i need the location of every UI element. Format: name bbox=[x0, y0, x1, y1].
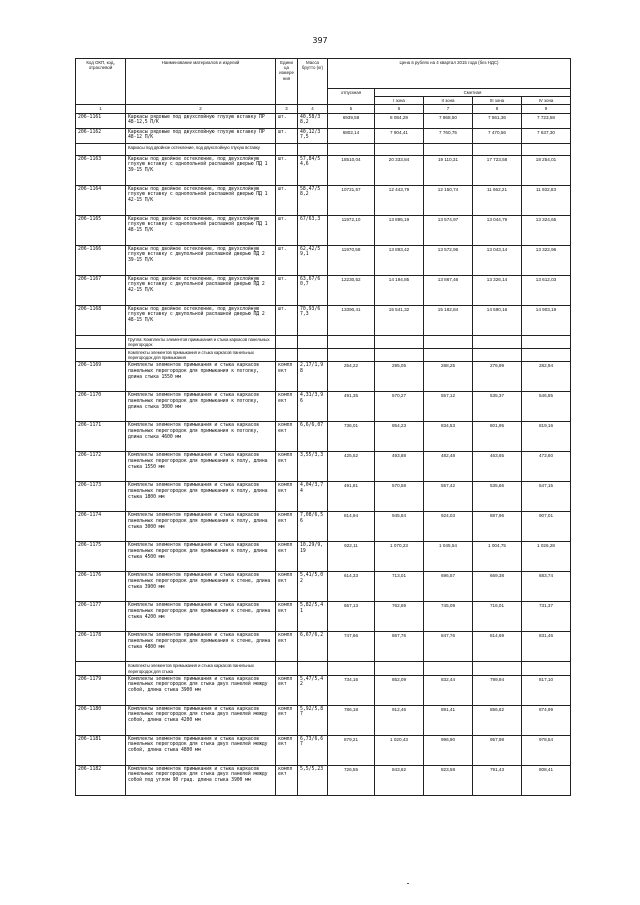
cell-z4: 18 254,01 bbox=[522, 155, 571, 185]
cell-name: Комплекты элементов примыкания и стыка каркасов панельных перегородок для примыкания к полу, длина стыка 4500 мм bbox=[126, 542, 276, 572]
cell-z1: 570,27 bbox=[375, 392, 424, 422]
col-number: 6 bbox=[375, 105, 424, 113]
cell-z1: 570,58 bbox=[375, 482, 424, 512]
cell-z2: 15 182,84 bbox=[424, 305, 473, 335]
cell-z4 bbox=[522, 348, 571, 361]
cell-name: Группа: Комплекты элементов примыкания и стыка каркасов панельных перегородок bbox=[126, 335, 276, 348]
table-row bbox=[76, 482, 571, 512]
cell-z1: 20 333,84 bbox=[375, 155, 424, 185]
cell-unit: шт. bbox=[276, 113, 298, 128]
cell-unit bbox=[276, 335, 298, 348]
cell-code: 206-1173 bbox=[76, 482, 126, 512]
cell-z4: 819,16 bbox=[522, 422, 571, 452]
cell-z1: 7 904,41 bbox=[375, 128, 424, 143]
cell-mass: 57,84/5 4,6 bbox=[298, 155, 328, 185]
header-release: отпускная bbox=[328, 89, 375, 105]
cell-z4 bbox=[522, 662, 571, 675]
cell-z4: 547,15 bbox=[522, 482, 571, 512]
table-row bbox=[76, 452, 571, 482]
table-row bbox=[76, 305, 571, 335]
cell-z2 bbox=[424, 335, 473, 348]
cell-unit bbox=[276, 143, 298, 155]
cell-z4: 874,99 bbox=[522, 705, 571, 735]
cell-name: Комплекты элементов примыкания и стыка каркасов панельных перегородок для примыкания bbox=[126, 348, 276, 361]
cell-z1: 852,09 bbox=[375, 675, 424, 705]
cell-release: 786,18 bbox=[328, 705, 375, 735]
table-row bbox=[76, 572, 571, 602]
table-row bbox=[76, 245, 571, 275]
cell-release: 10721,57 bbox=[328, 185, 375, 215]
cell-mass: 5,82/5,4 1 bbox=[298, 602, 328, 632]
cell-name: Каркасы рядовые под двухслойную глухую вставку ПР 48-12,5 П/К bbox=[126, 113, 276, 128]
cell-code: 206-1172 bbox=[76, 452, 126, 482]
cell-z3: 13 326,14 bbox=[473, 275, 522, 305]
cell-z4: 7 637,30 bbox=[522, 128, 571, 143]
table-row bbox=[76, 392, 571, 422]
price-table bbox=[75, 58, 571, 796]
cell-z4: 907,01 bbox=[522, 512, 571, 542]
cell-release: 614,33 bbox=[328, 572, 375, 602]
cell-z3: 17 723,58 bbox=[473, 155, 522, 185]
cell-release: 11972,10 bbox=[328, 215, 375, 245]
cell-z2: 924,03 bbox=[424, 512, 473, 542]
cell-release: 734,16 bbox=[328, 675, 375, 705]
cell-z2: 696,57 bbox=[424, 572, 473, 602]
cell-mass: 6,67/6,2 bbox=[298, 632, 328, 662]
table-row bbox=[76, 512, 571, 542]
cell-z2: 745,09 bbox=[424, 602, 473, 632]
group-row bbox=[76, 143, 571, 155]
cell-mass bbox=[298, 348, 328, 361]
cell-z2: 832,44 bbox=[424, 675, 473, 705]
cell-z4: 14 903,19 bbox=[522, 305, 571, 335]
cell-z3: 887,96 bbox=[473, 512, 522, 542]
cell-unit: шт. bbox=[276, 245, 298, 275]
cell-z2: 13 572,96 bbox=[424, 245, 473, 275]
scan-mark bbox=[407, 883, 409, 884]
cell-code bbox=[76, 143, 126, 155]
cell-code: 206-1178 bbox=[76, 632, 126, 662]
cell-unit: шт. bbox=[276, 215, 298, 245]
cell-name: Комплекты элементов примыкания и стыка каркасов панельных перегородок для примыкания к потолку, длина стыка 4600 мм bbox=[126, 422, 276, 452]
cell-code: 206-1174 bbox=[76, 512, 126, 542]
cell-mass bbox=[298, 662, 328, 675]
cell-z1: 762,69 bbox=[375, 602, 424, 632]
cell-unit: шт. bbox=[276, 155, 298, 185]
cell-z4: 1 026,28 bbox=[522, 542, 571, 572]
col-number: 2 bbox=[126, 105, 276, 113]
cell-unit: компл ект bbox=[276, 482, 298, 512]
cell-code: 206-1161 bbox=[76, 113, 126, 128]
table-row bbox=[76, 735, 571, 765]
header-zone-4: IV зона bbox=[522, 97, 571, 105]
cell-z2: 996,90 bbox=[424, 735, 473, 765]
cell-z1 bbox=[375, 143, 424, 155]
cell-name: Каркасы под двойное остекление, под двухслойную глухую вставку с двупольной распашной дверью ПД 2 48-15 П/К bbox=[126, 305, 276, 335]
cell-z1: 912,46 bbox=[375, 705, 424, 735]
table-row bbox=[76, 128, 571, 143]
cell-z2 bbox=[424, 662, 473, 675]
cell-release bbox=[328, 348, 375, 361]
col-number: 1 bbox=[76, 105, 126, 113]
cell-release: 726,55 bbox=[328, 765, 375, 795]
cell-z4: 282,94 bbox=[522, 362, 571, 392]
cell-release: 18510,04 bbox=[328, 155, 375, 185]
cell-z1 bbox=[375, 348, 424, 361]
cell-unit: шт. bbox=[276, 275, 298, 305]
cell-code: 206-1168 bbox=[76, 305, 126, 335]
cell-release: 254,22 bbox=[328, 362, 375, 392]
cell-name: Комплекты элементов примыкания и стыка каркасов панельных перегородок для стыка двух панелей между собой под углом 90 град. длина стыка 3900 мм bbox=[126, 765, 276, 795]
cell-release: 12230,52 bbox=[328, 275, 375, 305]
cell-mass: 40,58/3 8,2 bbox=[298, 113, 328, 128]
cell-z1: 13 895,19 bbox=[375, 215, 424, 245]
cell-mass: 70,93/6 7,3 bbox=[298, 305, 328, 335]
cell-code: 206-1169 bbox=[76, 362, 126, 392]
table-row bbox=[76, 765, 571, 795]
cell-code: 206-1171 bbox=[76, 422, 126, 452]
cell-release: 922,11 bbox=[328, 542, 375, 572]
cell-z3 bbox=[473, 662, 522, 675]
page-number: 397 bbox=[312, 36, 328, 45]
cell-name: Комплекты элементов примыкания и стыка каркасов панельных перегородок для примыкания к потолку, длина стыка 1550 мм bbox=[126, 362, 276, 392]
cell-z2 bbox=[424, 348, 473, 361]
cell-z1: 12 443,79 bbox=[375, 185, 424, 215]
cell-z2: 1 045,54 bbox=[424, 542, 473, 572]
cell-z1: 713,01 bbox=[375, 572, 424, 602]
cell-unit: шт. bbox=[276, 185, 298, 215]
group-row bbox=[76, 335, 571, 348]
cell-mass: 67/63,3 bbox=[298, 215, 328, 245]
cell-mass bbox=[298, 143, 328, 155]
cell-unit: компл ект bbox=[276, 362, 298, 392]
cell-z2: 847,76 bbox=[424, 632, 473, 662]
cell-mass bbox=[298, 335, 328, 348]
table-row bbox=[76, 705, 571, 735]
cell-z1: 15 541,32 bbox=[375, 305, 424, 335]
cell-z3: 716,01 bbox=[473, 602, 522, 632]
cell-z2: 7 868,50 bbox=[424, 113, 473, 128]
cell-z1: 295,05 bbox=[375, 362, 424, 392]
cell-mass: 63,67/6 0,7 bbox=[298, 275, 328, 305]
col-number: 4 bbox=[298, 105, 328, 113]
table-row bbox=[76, 113, 571, 128]
cell-unit: компл ект bbox=[276, 765, 298, 795]
cell-unit: компл ект bbox=[276, 542, 298, 572]
cell-release: 6939,58 bbox=[328, 113, 375, 128]
col-number: 9 bbox=[522, 105, 571, 113]
table-row bbox=[76, 275, 571, 305]
cell-name: Комплекты элементов примыкания и стыка каркасов панельных перегородок для примыкания к полу, длина стыка 3000 мм bbox=[126, 512, 276, 542]
cell-z4: 13 322,96 bbox=[522, 245, 571, 275]
cell-z2: 823,58 bbox=[424, 765, 473, 795]
group-row bbox=[76, 348, 571, 361]
cell-z1: 8 084,29 bbox=[375, 113, 424, 128]
header-mass: Масса брутто (кг) bbox=[298, 59, 328, 105]
cell-z3: 463,65 bbox=[473, 452, 522, 482]
cell-code: 206-1175 bbox=[76, 542, 126, 572]
cell-name: Комплекты элементов примыкания и стыка каркасов панельных перегородок для примыкания к стене, длина стыка 4200 мм bbox=[126, 602, 276, 632]
cell-z3: 957,98 bbox=[473, 735, 522, 765]
table-row bbox=[76, 632, 571, 662]
cell-z2: 557,12 bbox=[424, 392, 473, 422]
cell-z4: 817,10 bbox=[522, 675, 571, 705]
cell-z2: 13 867,46 bbox=[424, 275, 473, 305]
cell-code: 206-1176 bbox=[76, 572, 126, 602]
cell-name: Каркасы под двойное остекление, под двухслойную глухую вставку с однопольной распашной дверью ПД 1 48-15 П/К bbox=[126, 215, 276, 245]
cell-z1: 945,84 bbox=[375, 512, 424, 542]
cell-name: Каркасы под двойное остекление, под двухслойную глухую вставку с однопольной распашной дверью ПД 1 39-15 П/К bbox=[126, 155, 276, 185]
cell-unit: компл ект bbox=[276, 735, 298, 765]
cell-release: 747,66 bbox=[328, 632, 375, 662]
cell-unit: компл ект bbox=[276, 452, 298, 482]
cell-z4: 978,54 bbox=[522, 735, 571, 765]
cell-z3: 13 044,79 bbox=[473, 215, 522, 245]
cell-mass: 2,17/1,9 8 bbox=[298, 362, 328, 392]
cell-z3: 276,99 bbox=[473, 362, 522, 392]
cell-z4: 7 723,58 bbox=[522, 113, 571, 128]
header-estimate: Сметная bbox=[375, 89, 571, 97]
cell-z3: 14 590,16 bbox=[473, 305, 522, 335]
cell-z1: 1 020,43 bbox=[375, 735, 424, 765]
cell-release: 814,94 bbox=[328, 512, 375, 542]
cell-release bbox=[328, 143, 375, 155]
cell-unit: компл ект bbox=[276, 422, 298, 452]
cell-mass: 10,29/9, 19 bbox=[298, 542, 328, 572]
cell-z1: 493,88 bbox=[375, 452, 424, 482]
cell-z1: 1 070,23 bbox=[375, 542, 424, 572]
cell-unit: компл ект bbox=[276, 602, 298, 632]
cell-z3 bbox=[473, 335, 522, 348]
cell-z2: 12 150,74 bbox=[424, 185, 473, 215]
cell-name: Каркасы под двойное остекление, под двухслойную глухую вставку с двупольной распашной дверью ПД 2 42-15 П/К bbox=[126, 275, 276, 305]
cell-z2: 19 110,31 bbox=[424, 155, 473, 185]
cell-z3: 13 043,14 bbox=[473, 245, 522, 275]
cell-z3: 814,69 bbox=[473, 632, 522, 662]
cell-z1 bbox=[375, 662, 424, 675]
cell-z3: 1 004,75 bbox=[473, 542, 522, 572]
cell-release: 425,52 bbox=[328, 452, 375, 482]
cell-z3: 535,66 bbox=[473, 482, 522, 512]
cell-name: Каркасы под двойное остекление, под двухслойную глухую вставку с однопольной распашной дверью ПД 1 42-15 П/К bbox=[126, 185, 276, 215]
cell-mass: 5,92/5,8 7 bbox=[298, 705, 328, 735]
cell-z1 bbox=[375, 335, 424, 348]
cell-z4: 11 932,83 bbox=[522, 185, 571, 215]
cell-mass: 58,47/5 8,2 bbox=[298, 185, 328, 215]
cell-mass: 40,12/3 7,5 bbox=[298, 128, 328, 143]
cell-z3: 791,43 bbox=[473, 765, 522, 795]
col-number: 7 bbox=[424, 105, 473, 113]
cell-unit: шт. bbox=[276, 305, 298, 335]
cell-name: Комплекты элементов примыкания и стыка каркасов панельных перегородок для примыкания к потолку, длина стыка 3000 мм bbox=[126, 392, 276, 422]
cell-z1: 843,62 bbox=[375, 765, 424, 795]
cell-z2: 891,41 bbox=[424, 705, 473, 735]
table-row bbox=[76, 185, 571, 215]
cell-code: 206-1181 bbox=[76, 735, 126, 765]
cell-z4 bbox=[522, 143, 571, 155]
cell-z4: 731,37 bbox=[522, 602, 571, 632]
cell-name: Каркасы под двойное остекление, под двухслойную глухую вставку с двупольной распашной дверью ПД 2 39-15 П/К bbox=[126, 245, 276, 275]
cell-code: 206-1167 bbox=[76, 275, 126, 305]
table-row bbox=[76, 542, 571, 572]
cell-release bbox=[328, 662, 375, 675]
cell-code: 206-1163 bbox=[76, 155, 126, 185]
cell-z3: 7 470,56 bbox=[473, 128, 522, 143]
cell-z2: 288,25 bbox=[424, 362, 473, 392]
cell-code: 206-1182 bbox=[76, 765, 126, 795]
cell-unit bbox=[276, 662, 298, 675]
cell-mass: 6,73/6,6 7 bbox=[298, 735, 328, 765]
cell-name: Комплекты элементов примыкания и стыка каркасов панельных перегородок для стыка двух панелей между собой, длина стыка 4800 мм bbox=[126, 735, 276, 765]
cell-name: Комплекты элементов примыкания и стыка каркасов панельных перегородок для примыкания к полу, длина стыка 1800 мм bbox=[126, 482, 276, 512]
cell-unit: компл ект bbox=[276, 512, 298, 542]
cell-name: Каркасы рядовые под двухслойную глухую вставку ПР 48-12 П/К bbox=[126, 128, 276, 143]
cell-code: 206-1164 bbox=[76, 185, 126, 215]
table-row bbox=[76, 155, 571, 185]
cell-z4: 473,60 bbox=[522, 452, 571, 482]
cell-z3: 799,94 bbox=[473, 675, 522, 705]
cell-mass: 5,41/5,0 2 bbox=[298, 572, 328, 602]
col-number: 3 bbox=[276, 105, 298, 113]
cell-z3: 669,38 bbox=[473, 572, 522, 602]
col-number: 8 bbox=[473, 105, 522, 113]
cell-z3: 535,37 bbox=[473, 392, 522, 422]
cell-z1: 13 893,42 bbox=[375, 245, 424, 275]
cell-z4: 683,74 bbox=[522, 572, 571, 602]
cell-code: 206-1180 bbox=[76, 705, 126, 735]
cell-code: 206-1166 bbox=[76, 245, 126, 275]
cell-z3: 801,95 bbox=[473, 422, 522, 452]
cell-name: Каркасы под двойное остекление, под двухслойную глухую вставку bbox=[126, 143, 276, 155]
cell-mass: 4,04/3,7 4 bbox=[298, 482, 328, 512]
cell-z4: 808,41 bbox=[522, 765, 571, 795]
cell-name: Комплекты элементов примыкания и стыка каркасов панельных перегородок для стыка bbox=[126, 662, 276, 675]
cell-release: 736,01 bbox=[328, 422, 375, 452]
cell-code bbox=[76, 335, 126, 348]
header-zone-3: III зона bbox=[473, 97, 522, 105]
cell-z2: 482,48 bbox=[424, 452, 473, 482]
cell-code bbox=[76, 348, 126, 361]
cell-z2: 13 574,97 bbox=[424, 215, 473, 245]
table-row bbox=[76, 215, 571, 245]
table-row bbox=[76, 362, 571, 392]
cell-code bbox=[76, 662, 126, 675]
cell-z3: 11 662,21 bbox=[473, 185, 522, 215]
cell-unit: компл ект bbox=[276, 675, 298, 705]
cell-release: 6802,14 bbox=[328, 128, 375, 143]
cell-z3: 856,62 bbox=[473, 705, 522, 735]
cell-z1: 854,23 bbox=[375, 422, 424, 452]
cell-mass: 5,47/5,4 2 bbox=[298, 675, 328, 705]
cell-name: Комплекты элементов примыкания и стыка каркасов панельных перегородок для примыкания к полу, длина стыка 1550 мм bbox=[126, 452, 276, 482]
table-row bbox=[76, 675, 571, 705]
cell-code: 206-1177 bbox=[76, 602, 126, 632]
cell-z2: 834,53 bbox=[424, 422, 473, 452]
cell-code: 206-1165 bbox=[76, 215, 126, 245]
cell-code: 206-1170 bbox=[76, 392, 126, 422]
cell-name: Комплекты элементов примыкания и стыка каркасов панельных перегородок для стыка двух панелей между собой, длина стыка 4200 мм bbox=[126, 705, 276, 735]
cell-z2: 557,42 bbox=[424, 482, 473, 512]
cell-z1: 867,76 bbox=[375, 632, 424, 662]
cell-mass: 5,5/5,23 bbox=[298, 765, 328, 795]
cell-z1: 14 194,85 bbox=[375, 275, 424, 305]
cell-release bbox=[328, 335, 375, 348]
cell-name: Комплекты элементов примыкания и стыка каркасов панельных перегородок для примыкания к стене, длина стыка 3900 мм bbox=[126, 572, 276, 602]
cell-z4: 13 612,03 bbox=[522, 275, 571, 305]
group-row bbox=[76, 662, 571, 675]
cell-z3: 7 561,36 bbox=[473, 113, 522, 128]
table-row bbox=[76, 422, 571, 452]
cell-release: 879,21 bbox=[328, 735, 375, 765]
cell-mass: 6,6/6,07 bbox=[298, 422, 328, 452]
cell-z3 bbox=[473, 143, 522, 155]
cell-z3 bbox=[473, 348, 522, 361]
col-number: 5 bbox=[328, 105, 375, 113]
cell-mass: 7,08/6,5 6 bbox=[298, 512, 328, 542]
header-unit: Едини ца измере ния bbox=[276, 59, 298, 105]
cell-z4: 831,46 bbox=[522, 632, 571, 662]
cell-release: 657,13 bbox=[328, 602, 375, 632]
cell-mass: 3,55/3,3 bbox=[298, 452, 328, 482]
cell-release: 491,81 bbox=[328, 482, 375, 512]
header-name: Наименование материалов и изделий bbox=[126, 59, 276, 105]
header-code: Код ОКП, код, отраслевой bbox=[76, 59, 126, 105]
cell-z4: 546,85 bbox=[522, 392, 571, 422]
cell-unit: компл ект bbox=[276, 632, 298, 662]
cell-release: 11970,58 bbox=[328, 245, 375, 275]
header-zone-2: II зона bbox=[424, 97, 473, 105]
cell-name: Комплекты элементов примыкания и стыка каркасов панельных перегородок для стыка двух панелей между собой, длина стыка 3900 мм bbox=[126, 675, 276, 705]
cell-mass: 62,42/5 9,1 bbox=[298, 245, 328, 275]
cell-z2: 7 760,75 bbox=[424, 128, 473, 143]
header-zone-1: I зона bbox=[375, 97, 424, 105]
cell-code: 206-1179 bbox=[76, 675, 126, 705]
table-row bbox=[76, 602, 571, 632]
cell-name: Комплекты элементов примыкания и стыка каркасов панельных перегородок для примыкания к стене, длина стыка 4800 мм bbox=[126, 632, 276, 662]
cell-unit bbox=[276, 348, 298, 361]
cell-unit: компл ект bbox=[276, 572, 298, 602]
cell-release: 13390,41 bbox=[328, 305, 375, 335]
cell-z4: 13 324,65 bbox=[522, 215, 571, 245]
cell-code: 206-1162 bbox=[76, 128, 126, 143]
cell-unit: шт. bbox=[276, 128, 298, 143]
header-price: Цена в рублях на 4 квартал 2015 года (без НДС) bbox=[328, 59, 571, 89]
cell-unit: компл ект bbox=[276, 705, 298, 735]
cell-unit: компл ект bbox=[276, 392, 298, 422]
cell-z4 bbox=[522, 335, 571, 348]
cell-mass: 4,31/3,9 6 bbox=[298, 392, 328, 422]
cell-release: 491,35 bbox=[328, 392, 375, 422]
cell-z2 bbox=[424, 143, 473, 155]
